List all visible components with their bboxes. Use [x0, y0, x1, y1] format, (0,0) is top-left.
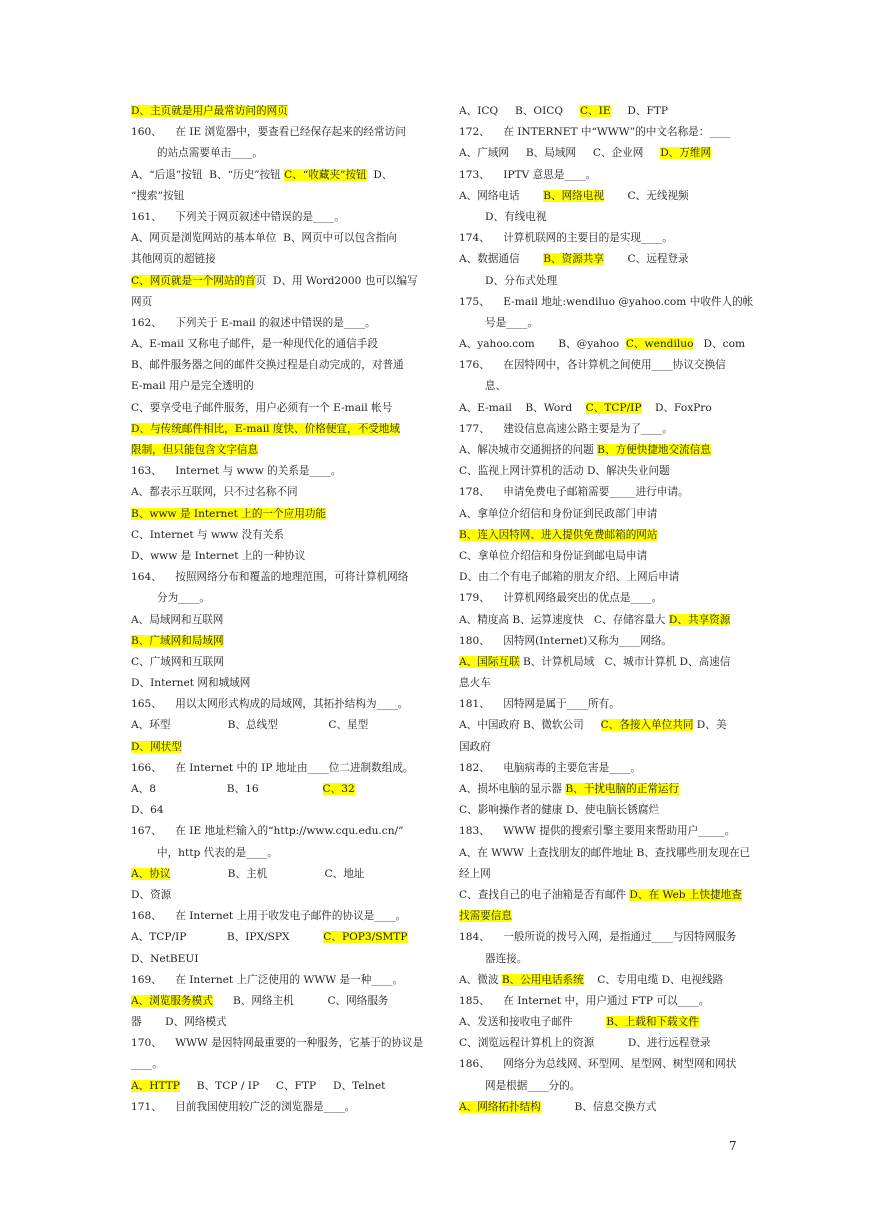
highlighted-answer: D、万维网: [660, 147, 712, 160]
left-text-line: [131, 228, 411, 249]
text-segment: D、FTP: [610, 105, 669, 117]
text-segment: 172、 在 INTERNET 中“WWW”的中文名称是：____: [459, 126, 731, 139]
right-text-line: [459, 843, 751, 864]
text-segment: 168、 在 Internet 上用于收发电子邮件的协议是____。: [131, 910, 407, 923]
text-segment: A、微波: [459, 973, 502, 986]
text-segment: A、局域网和互联网: [131, 613, 224, 626]
text-segment: 页 D、用 Word2000 也可以编写: [255, 274, 418, 287]
left-text-line: [131, 631, 411, 652]
left-text-line: [131, 440, 411, 461]
highlighted-answer: B、连入因特网、进入提供免费邮箱的网站: [459, 528, 658, 541]
right-text-line: [459, 991, 739, 1012]
text-segment: D、FoxPro: [641, 401, 712, 414]
text-segment: A、环型 B、总线型 C、星型: [131, 719, 369, 732]
text-segment: D、美: [693, 719, 727, 732]
right-text-line: [459, 715, 739, 736]
right-text-line: [459, 228, 739, 249]
text-segment: 网是根据____分的。: [485, 1079, 581, 1092]
text-segment: 器 D、网络模式: [131, 1016, 227, 1029]
text-segment: A、拿单位介绍信和身份证到民政部门申请: [459, 507, 658, 520]
left-column: [131, 101, 424, 1118]
text-segment: C、监视上网计算机的活动 D、解决失业问题: [459, 465, 670, 478]
text-segment: 息、: [485, 380, 507, 393]
left-text-line: [131, 673, 411, 694]
text-segment: 161、 下列关于网页叙述中错误的是____。: [131, 210, 345, 223]
right-text-line: [459, 1054, 739, 1075]
left-text-line: [131, 143, 411, 164]
right-text-line: [459, 673, 739, 694]
left-text-line: [131, 207, 411, 228]
right-text-line: [459, 525, 739, 546]
left-text-line: [131, 779, 411, 800]
right-text-line: [459, 1033, 739, 1054]
right-text-line: [459, 1076, 739, 1097]
right-text-line: [459, 1012, 739, 1033]
right-text-line: [459, 694, 739, 715]
text-segment: 167、 在 IE 地址栏输入的“http://www.cqu.edu.cn/”: [131, 825, 404, 838]
text-segment: 160、 在 IE 浏览器中，要查看已经保存起来的经常访问: [131, 126, 406, 139]
right-text-line: [459, 864, 739, 885]
left-text-line: [131, 885, 411, 906]
text-segment: 169、 在 Internet 上广泛使用的 WWW 是一种____。: [131, 973, 404, 986]
highlighted-answer: B、上载和下载文件: [606, 1016, 699, 1029]
text-segment: 181、 因特网是属于____所有。: [459, 698, 620, 711]
text-segment: C、远程登录: [603, 253, 689, 266]
left-text-line: [131, 1033, 424, 1054]
highlighted-answer: B、干扰电脑的正常运行: [565, 783, 680, 795]
text-segment: A、解决城市交通拥挤的问题: [459, 444, 598, 456]
left-text-line: [131, 101, 411, 122]
left-text-line: [131, 927, 411, 948]
text-segment: A、“后退”按钮 B、“历史”按钮: [131, 168, 285, 181]
highlighted-answer: A、网络拓扑结构: [459, 1100, 541, 1113]
left-text-line: [131, 800, 411, 821]
highlighted-answer: 找需要信息: [459, 910, 512, 923]
left-text-line: [131, 165, 411, 186]
right-text-line: [459, 334, 745, 355]
text-segment: D、Internet 网和城域网: [131, 677, 251, 690]
highlighted-answer: B、方便快捷地交流信息: [597, 444, 711, 456]
right-text-line: [459, 949, 739, 970]
right-text-line: [459, 800, 739, 821]
right-text-line: [459, 631, 739, 652]
text-segment: B、计算机局域 C、城市计算机 D、高速信: [519, 655, 731, 668]
text-segment: A、网络电话: [459, 189, 544, 202]
text-segment: C、浏览远程计算机上的资源 D、进行远程登录: [459, 1037, 711, 1050]
text-segment: 网页: [131, 295, 153, 308]
text-segment: A、都表示互联网，只不过名称不同: [131, 486, 298, 499]
highlighted-answer: 限制，但只能包含文字信息: [131, 444, 259, 456]
text-segment: 162、 下列关于 E-mail 的叙述中错误的是____。: [131, 316, 376, 329]
right-text-line: [459, 207, 739, 228]
text-segment: B、信息交换方式: [540, 1100, 657, 1113]
text-segment: 180、 因特网(Internet)又称为____网络。: [459, 634, 673, 647]
left-text-line: [131, 461, 411, 482]
text-segment: A、发送和接收电子邮件: [459, 1016, 607, 1029]
right-text-line: [459, 1097, 739, 1118]
left-text-line: [131, 313, 411, 334]
text-segment: 165、 用以太网形式构成的局域网，其拓扑结构为____。: [131, 698, 409, 711]
right-text-line: [459, 376, 739, 397]
text-segment: 171、 目前我国使用较广泛的浏览器是____。: [131, 1100, 356, 1113]
left-text-line: [131, 419, 411, 440]
page-number: 7: [729, 1139, 737, 1153]
left-text-line: [131, 482, 411, 503]
text-segment: 174、 计算机联网的主要目的是实现____。: [459, 232, 673, 245]
right-text-line: [459, 758, 739, 779]
text-segment: 183、 WWW 提供的搜索引擎主要用来帮助用户_____。: [459, 825, 736, 838]
highlighted-answer: B、公用电话系统: [501, 973, 584, 986]
left-text-line: [131, 821, 411, 842]
highlighted-answer: C、32: [322, 783, 355, 795]
left-text-line: [131, 525, 411, 546]
right-text-line: [459, 165, 739, 186]
text-segment: D、有线电视: [485, 210, 547, 223]
right-text-line: [459, 271, 739, 292]
text-segment: 170、 WWW 是因特网最重要的一种服务，它基于的协议是: [131, 1037, 424, 1050]
left-text-line: [131, 504, 411, 525]
left-text-line: [131, 843, 411, 864]
text-segment: 166、 在 Internet 中的 IP 地址由____位二进制数组成。: [131, 761, 414, 774]
text-segment: C、查找自己的电子油箱是否有邮件: [459, 888, 630, 901]
left-text-line: [131, 1012, 411, 1033]
highlighted-answer: B、网络电视: [543, 189, 604, 202]
left-text-line: [131, 249, 411, 270]
left-text-line: [131, 588, 411, 609]
text-segment: 分为____。: [157, 592, 210, 605]
text-segment: 176、 在因特网中，各计算机之间使用____协议交换信: [459, 359, 726, 372]
right-text-line: [459, 652, 739, 673]
left-text-line: [131, 715, 411, 736]
text-segment: 173、 IPTV 意思是____。: [459, 168, 597, 181]
left-text-line: [131, 991, 411, 1012]
right-text-line: [459, 821, 739, 842]
text-segment: A、在 WWW 上查找朋友的邮件地址 B、查找哪些朋友现在已: [459, 846, 751, 859]
text-segment: A、ICQ B、OICQ: [459, 105, 580, 117]
right-text-line: [459, 779, 739, 800]
text-segment: A、yahoo.com B、@yahoo: [459, 338, 626, 351]
right-text-line: [459, 292, 754, 313]
left-text-line: [131, 1097, 411, 1118]
left-text-line: [131, 906, 411, 927]
text-segment: A、中国政府 B、微软公司: [459, 719, 601, 732]
left-text-line: [131, 1076, 411, 1097]
highlighted-answer: A、协议: [131, 867, 171, 880]
text-segment: 经上网: [459, 867, 491, 880]
text-segment: 163、 Internet 与 www 的关系是____。: [131, 465, 342, 478]
left-text-line: [131, 334, 411, 355]
highlighted-answer: C、“收藏夹”按钮: [284, 168, 367, 181]
text-segment: D、由二个有电子邮箱的朋友介绍、上网后申请: [459, 571, 680, 584]
text-segment: B、TCP / IP C、FTP D、Telnet: [179, 1079, 386, 1092]
text-segment: C、拿单位介绍信和身份证到邮电局申请: [459, 549, 648, 562]
left-text-line: [131, 758, 414, 779]
text-segment: D、NetBEUI: [131, 952, 199, 965]
right-text-line: [459, 122, 739, 143]
highlighted-answer: C、网页就是一个网站的首: [131, 274, 256, 287]
text-segment: 182、 电脑病毒的主要危害是____。: [459, 761, 642, 774]
left-text-line: [131, 567, 411, 588]
text-segment: 186、 网络分为总线网、环型网、星型网、树型网和网状: [459, 1058, 737, 1071]
text-segment: 息火车: [459, 677, 491, 690]
text-segment: A、E-mail 又称电子邮件，是一种现代化的通信手段: [131, 338, 378, 351]
highlighted-answer: C、wendiluo: [625, 338, 694, 351]
text-segment: “搜索”按钮: [131, 189, 185, 202]
left-text-line: [131, 737, 411, 758]
right-text-line: [459, 398, 739, 419]
text-segment: ____。: [131, 1058, 163, 1071]
text-segment: D、: [366, 168, 393, 181]
highlighted-answer: A、浏览服务模式: [131, 994, 213, 1007]
text-segment: D、www 是 Internet 上的一种协议: [131, 549, 306, 562]
text-segment: B、主机 C、地址: [170, 867, 365, 880]
text-segment: C、Internet 与 www 没有关系: [131, 528, 284, 541]
text-segment: A、损坏电脑的显示器: [459, 783, 566, 795]
right-text-line: [459, 186, 739, 207]
right-text-line: [459, 313, 739, 334]
text-segment: C、无线视频: [603, 189, 689, 202]
text-segment: 175、 E-mail 地址:wendiluo @yahoo.com 中收件人的帐: [459, 295, 754, 308]
right-text-line: [459, 440, 739, 461]
text-segment: 185、 在 Internet 中，用户通过 FTP 可以____。: [459, 994, 710, 1007]
text-segment: C、影响操作者的健康 D、使电脑长锈腐烂: [459, 804, 660, 817]
left-text-line: [131, 398, 411, 419]
text-segment: 其他网页的超链接: [131, 253, 216, 266]
right-text-line: [459, 737, 739, 758]
right-text-line: [459, 567, 739, 588]
right-text-line: [459, 419, 739, 440]
text-segment: B、邮件服务器之间的邮件交换过程是自动完成的，对普通: [131, 359, 404, 372]
text-segment: D、分布式处理: [485, 274, 558, 287]
right-text-line: [459, 546, 739, 567]
left-text-line: [131, 970, 411, 991]
left-text-line: [131, 271, 418, 292]
right-text-line: [459, 101, 739, 122]
left-text-line: [131, 1054, 411, 1075]
highlighted-answer: D、主页就是用户最常访问的网页: [131, 105, 288, 117]
right-text-line: [459, 885, 742, 906]
text-segment: 的站点需要单击____。: [157, 147, 263, 160]
highlighted-answer: B、广域网和局域网: [131, 634, 224, 647]
highlighted-answer: B、www 是 Internet 上的一个应用功能: [131, 507, 326, 520]
highlighted-answer: C、TCP/IP: [585, 401, 642, 414]
text-segment: D、64: [131, 804, 164, 817]
highlighted-answer: C、POP3/SMTP: [323, 931, 408, 944]
left-text-line: [131, 610, 411, 631]
left-text-line: [131, 949, 411, 970]
text-segment: 184、 一般所说的拨号入网，是指通过____与因特网服务: [459, 931, 737, 944]
left-text-line: [131, 694, 411, 715]
highlighted-answer: D、网状型: [131, 740, 182, 753]
text-segment: E-mail 用户是完全透明的: [131, 380, 254, 393]
right-text-line: [459, 249, 739, 270]
right-text-line: [459, 588, 739, 609]
left-text-line: [131, 292, 411, 313]
text-segment: 中，http 代表的是____。: [157, 846, 278, 859]
right-text-line: [459, 143, 739, 164]
text-segment: 178、 申请免费电子邮箱需要_____进行申请。: [459, 486, 689, 499]
text-segment: A、广域网 B、局域网 C、企业网: [459, 147, 661, 160]
highlighted-answer: D、与传统邮件相比，E-mail 度快、价格便宜，不受地域: [131, 422, 400, 435]
highlighted-answer: C、IE: [579, 105, 611, 117]
right-text-line: [459, 927, 739, 948]
left-text-line: [131, 864, 411, 885]
left-text-line: [131, 652, 411, 673]
left-text-line: [131, 122, 411, 143]
highlighted-answer: D、在 Web 上快捷地查: [629, 888, 742, 901]
text-segment: 国政府: [459, 740, 491, 753]
highlighted-answer: A、国际互联: [459, 655, 520, 668]
left-text-line: [131, 355, 411, 376]
left-text-line: [131, 186, 411, 207]
right-text-line: [459, 610, 739, 631]
text-segment: 164、 按照网络分布和覆盖的地理范围，可将计算机网络: [131, 571, 409, 584]
left-text-line: [131, 376, 411, 397]
text-segment: A、8 B、16: [131, 783, 323, 795]
right-text-line: [459, 970, 739, 991]
text-segment: 177、 建设信息高速公路主要是为了____。: [459, 422, 673, 435]
highlighted-answer: C、各接入单位共同: [600, 719, 694, 732]
right-column: [459, 101, 754, 1118]
text-segment: B、网络主机 C、网络服务: [212, 994, 389, 1007]
left-text-line: [131, 546, 411, 567]
text-segment: A、数据通信: [459, 253, 544, 266]
right-text-line: [459, 461, 739, 482]
text-segment: 器连接。: [485, 952, 528, 965]
text-segment: A、TCP/IP B、IPX/SPX: [131, 931, 324, 944]
right-text-line: [459, 482, 739, 503]
text-segment: C、专用电缆 D、电视线路: [583, 973, 724, 986]
text-segment: C、广域网和互联网: [131, 655, 224, 668]
right-text-line: [459, 906, 739, 927]
text-segment: 179、 计算机网络最突出的优点是____。: [459, 592, 663, 605]
text-segment: C、要享受电子邮件服务，用户必须有一个 E-mail 帐号: [131, 401, 393, 414]
text-segment: A、网页是浏览网站的基本单位 B、网页中可以包含指向: [131, 232, 397, 245]
text-segment: A、E-mail B、Word: [459, 401, 586, 414]
text-segment: D、资源: [131, 888, 172, 901]
highlighted-answer: D、共享资源: [668, 613, 731, 626]
text-segment: A、精度高 B、运算速度快 C、存储容量大: [459, 613, 669, 626]
text-segment: D、com: [693, 338, 745, 351]
highlighted-answer: B、资源共享: [543, 253, 604, 266]
right-text-line: [459, 504, 739, 525]
text-segment: 号是____。: [485, 316, 538, 329]
right-text-line: [459, 355, 739, 376]
highlighted-answer: A、HTTP: [131, 1079, 180, 1092]
